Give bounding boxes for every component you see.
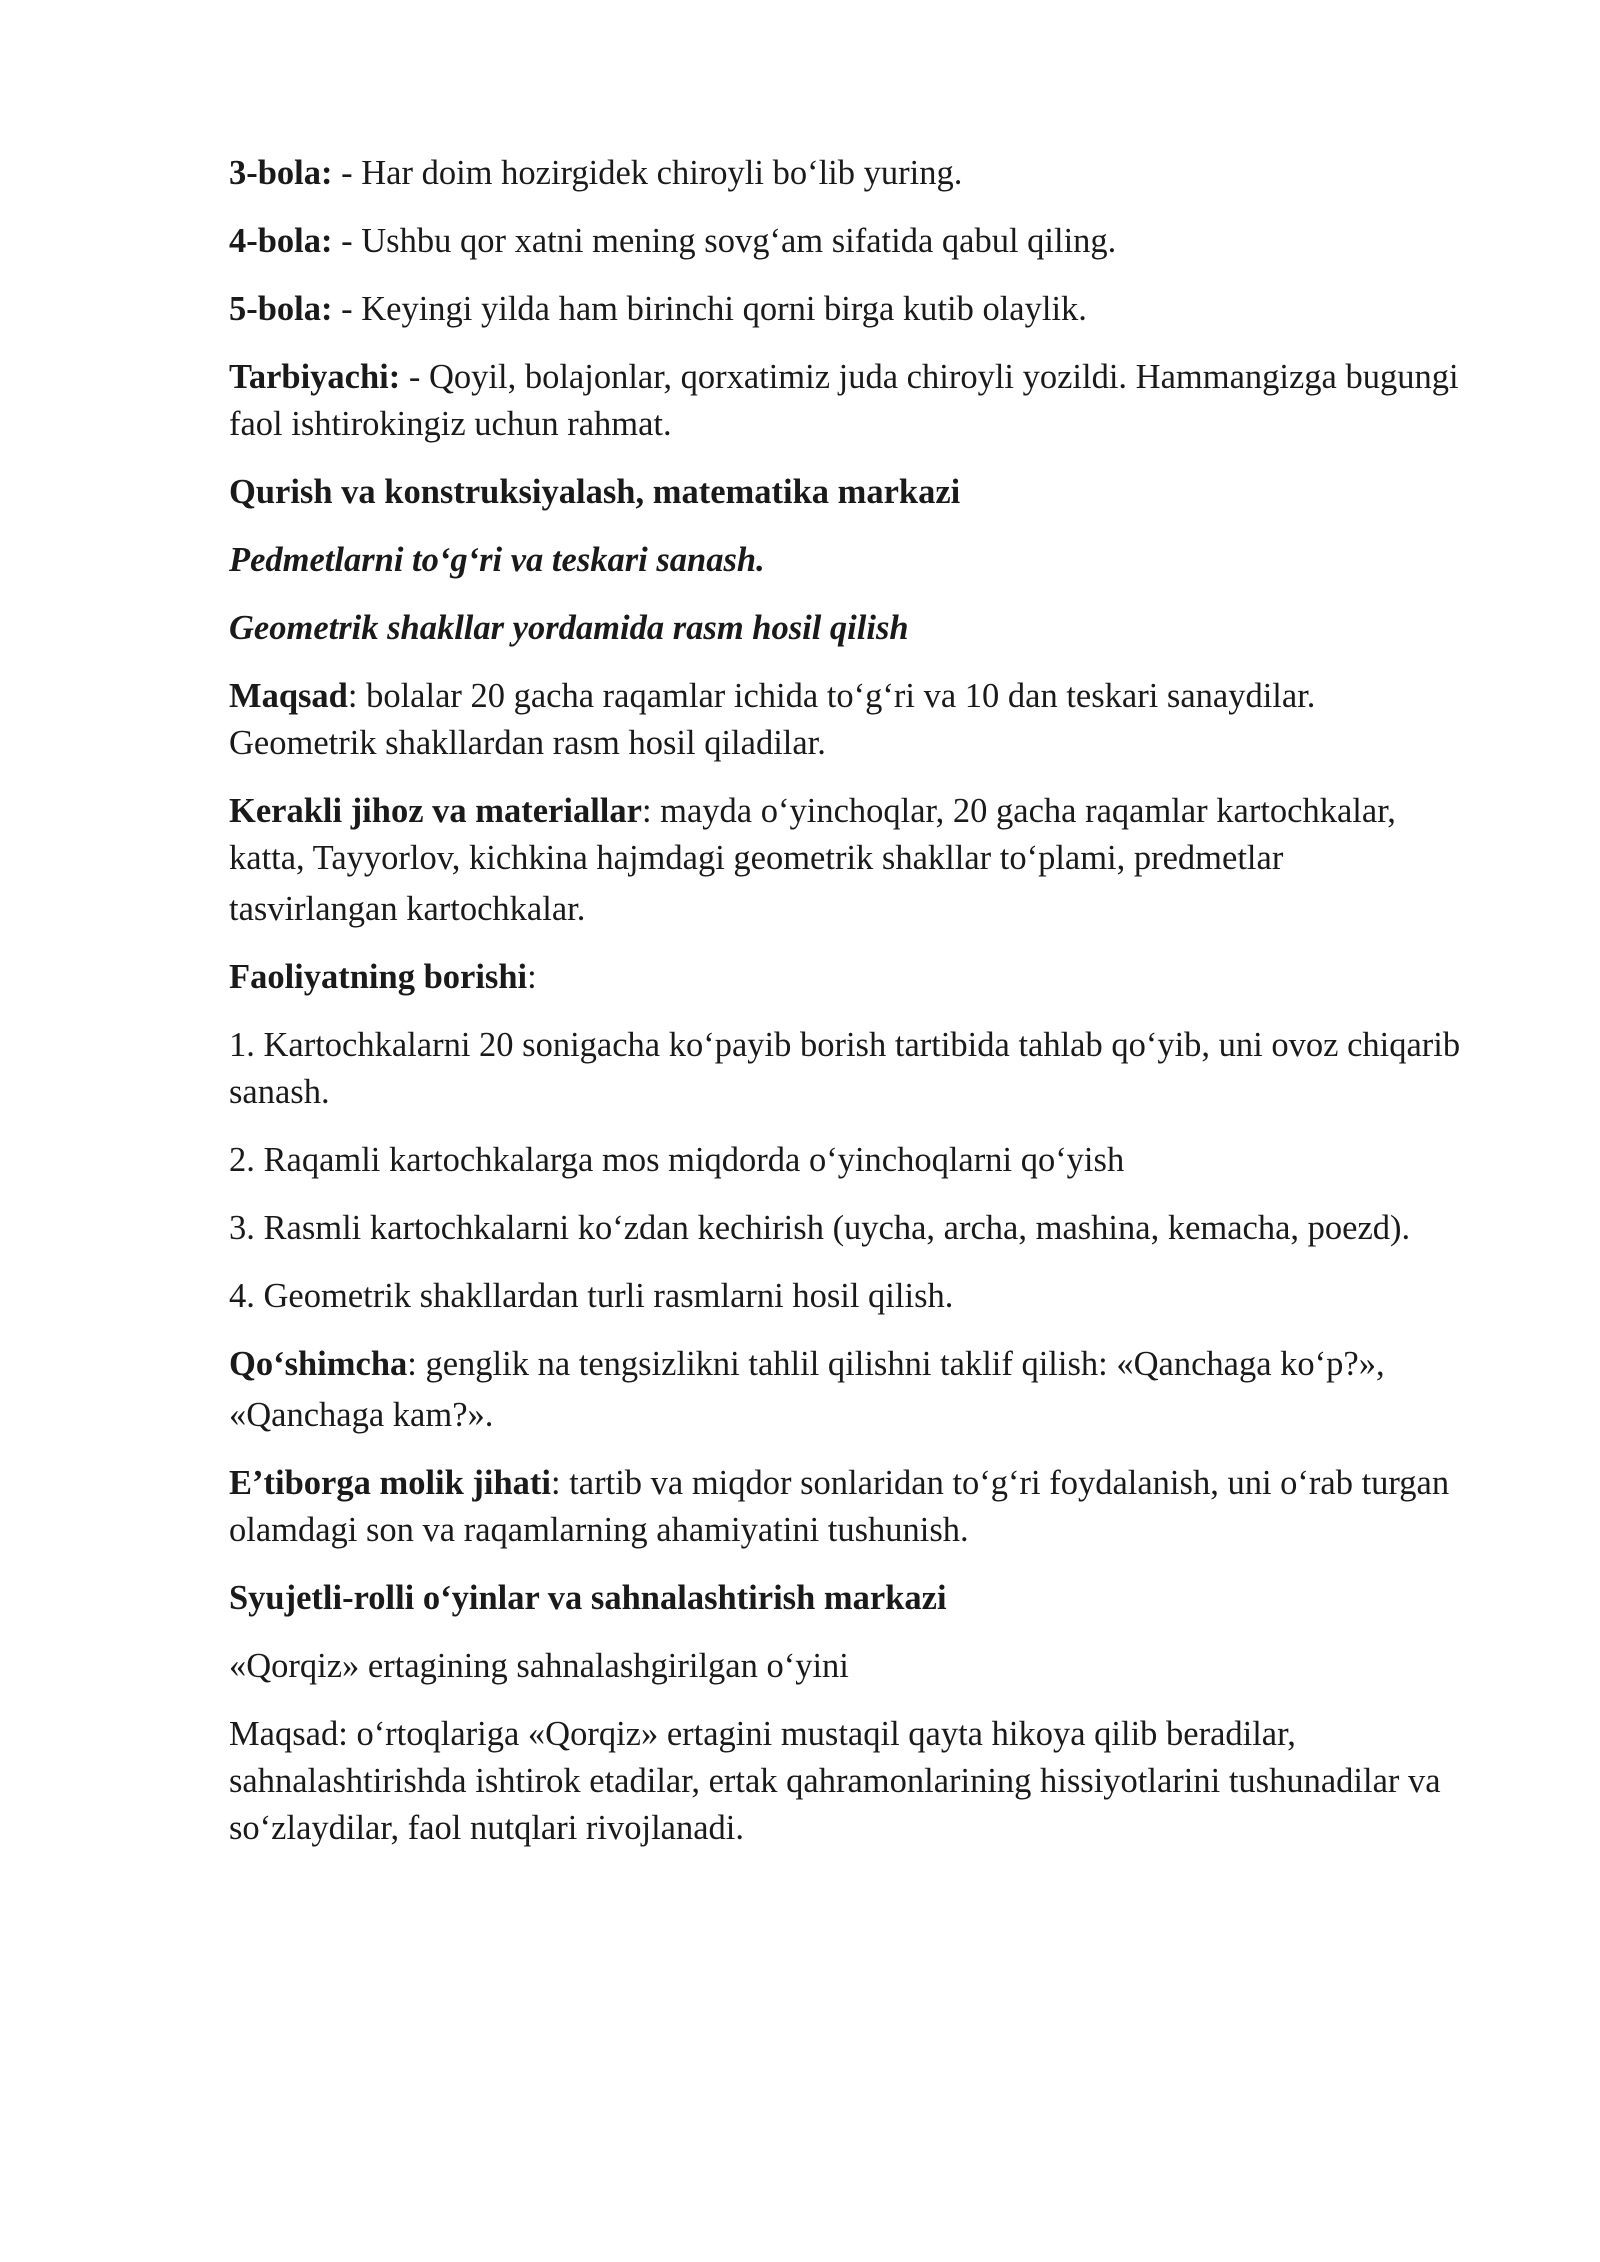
additional-continuation: «Qanchaga kam?». [229, 1396, 494, 1434]
goal-paragraph [229, 673, 1469, 767]
speaker-label: Tarbiyachi: [229, 358, 401, 396]
additional-paragraph [229, 1341, 1469, 1388]
section-subtitle: Pedmetlarni to‘g‘ri va teskari sanash. [229, 541, 765, 579]
section-heading: Syujetli-rolli o‘yinlar va sahnalashtirish markazi [229, 1579, 947, 1617]
additional-text: : genglik na tengsizlikni tahlil qilishni taklif qilish: «Qanchaga ko‘p?», [407, 1345, 1385, 1383]
section-subtitle: Geometrik shakllar yordamida rasm hosil qilish [229, 609, 909, 647]
speaker-label: 3-bola: [229, 154, 333, 192]
speaker-label: 5-bola: [229, 290, 333, 328]
materials-paragraph [229, 788, 1469, 882]
dialogue-text: - Keyingi yilda ham birinchi qorni birga kutib olaylik. [332, 290, 1087, 328]
dialogue-text: - Ushbu qor xatni mening sovg‘am sifatida qabul qiling. [332, 222, 1117, 260]
document-body [229, 150, 1469, 1873]
procedure-step: 3. Rasmli kartochkalarni ko‘zdan kechirish (uycha, archa, mashina, kemacha, poezd). [229, 1209, 1411, 1247]
procedure-colon: : [527, 958, 537, 996]
dialogue-text: - Har doim hozirgidek chiroyli bo‘lib yuring. [332, 154, 963, 192]
procedure-step: 2. Raqamli kartochkalarga mos miqdorda o‘yinchoqlarni qo‘yish [229, 1141, 1125, 1179]
dialogue-line [229, 354, 1469, 448]
procedure-step: 1. Kartochkalarni 20 sonigacha ko‘payib borish tartibida tahlab qo‘yib, uni ovoz chiqarib sanash. [229, 1026, 1461, 1111]
speaker-label: 4-bola: [229, 222, 333, 260]
attention-label: E’tiborga molik jihati [229, 1464, 552, 1502]
procedure-label: Faoliyatning borishi [229, 958, 528, 996]
dialogue-text: - Qoyil, bolajonlar, qorxatimiz juda chiroyli yozildi. Hammangizga bugungi faol ishtirokingiz uchun rahmat. [229, 358, 1459, 443]
additional-label: Qo‘shimcha [229, 1345, 408, 1383]
goal-label: Maqsad [229, 677, 348, 715]
section-subtitle: «Qorqiz» ertagining sahnalashgirilgan o‘yini [229, 1647, 849, 1685]
dialogue-line [229, 150, 1469, 197]
goal-paragraph: Maqsad: o‘rtoqlariga «Qorqiz» ertagini mustaqil qayta hikoya qilib beradilar, sahnalashtirishda ishtirok etadilar, ertak qahramonlarining hissiyotlarini tushunadilar va so‘zlaydilar, faol nutqlari rivojlanadi. [229, 1715, 1441, 1847]
attention-paragraph [229, 1460, 1469, 1554]
procedure-heading [229, 954, 1469, 1001]
dialogue-line [229, 218, 1469, 265]
dialogue-line [229, 286, 1469, 333]
goal-text: : bolalar 20 gacha raqamlar ichida to‘g‘ri va 10 dan teskari sanaydilar. Geometrik shakllardan rasm hosil qiladilar. [229, 677, 1316, 762]
materials-continuation: tasvirlangan kartochkalar. [229, 890, 586, 928]
section-heading: Qurish va konstruksiyalash, matematika markazi [229, 473, 961, 511]
materials-label: Kerakli jihoz va materiallar [229, 792, 642, 830]
materials-text: : mayda o‘yinchoqlar, 20 gacha raqamlar kartochkalar, katta, Tayyorlov, kichkina hajmdagi geometrik shakllar to‘plami, predmetlar [229, 792, 1396, 877]
procedure-step: 4. Geometrik shakllardan turli rasmlarni hosil qilish. [229, 1277, 954, 1315]
attention-text: : tartib va miqdor sonlaridan to‘g‘ri foydalanish, uni o‘rab turgan olamdagi son va raqamlarning ahamiyatini tushunish. [229, 1464, 1450, 1549]
